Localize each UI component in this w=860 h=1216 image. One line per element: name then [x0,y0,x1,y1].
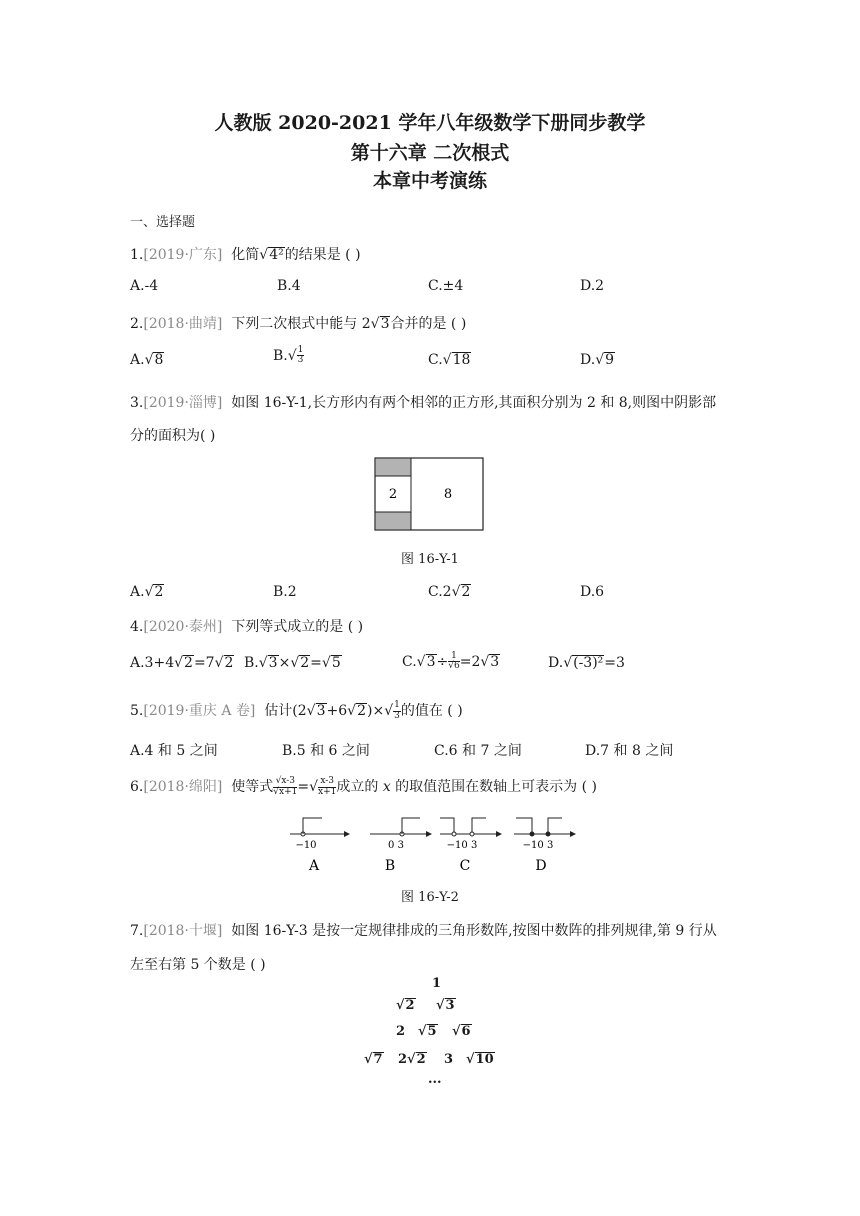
question-source: [2019·广东] [143,247,223,263]
option-d: D.√9 [580,352,615,368]
option-b: B.√ $\frac{1}{3}$ [273,345,304,366]
svg-text:−10 3: −10 3 [522,840,554,851]
svg-text:−10: −10 [295,840,317,851]
question-3 [130,392,716,412]
option-d: D.7 和 8 之间 [585,743,674,759]
question-text: 如图 16-Y-3 是按一定规律排成的三角形数阵,按图中数阵的排列规律,第 9 行从 [231,923,717,939]
section-heading: 一、选择题 [130,215,196,230]
question-text: 化简 [231,247,260,263]
question-number: 7. [130,923,144,939]
option-a: A.3+4√2=7√2 [130,655,234,671]
option-a: A.√8 [130,352,164,368]
figure-caption: 图 16-Y-2 [401,890,459,905]
question-1: 1.[2019·广东] 化简√4²的结果是 ( ) [130,247,361,263]
question-7 [130,920,717,940]
question-3-line-2: 分的面积为( ) [130,428,216,444]
question-text: 下列等式成立的是 ( ) [231,619,364,635]
question-number: 6. [130,779,144,795]
question-source: [2019·重庆 A 卷] [143,703,256,719]
question-source: [2018·十堰] [143,923,223,939]
option-c: C.√3÷ $\frac{1}{√6}$ =2√3 [402,651,500,672]
option-c: C.±4 [428,278,464,294]
big-square-label: 8 [443,487,453,502]
option-d: D.6 [580,584,605,600]
option-b: B.√3×√2=√5 [244,655,341,671]
section-title: 本章中考演练 [372,170,487,192]
number-line-d [514,818,576,874]
number-line-options [282,812,582,876]
figure-caption: 图 16-Y-1 [401,552,459,567]
question-text: 的结果是 ( ) [284,247,361,263]
svg-text:0 3: 0 3 [388,840,404,851]
question-number: 3. [130,395,144,411]
question-number: 4. [130,619,144,635]
question-4 [130,616,363,636]
question-7-line-2: 左至右第 5 个数是 ( ) [130,957,266,973]
question-source: [2020·泰州] [143,619,223,635]
question-number: 5. [130,703,144,719]
option-b: B.2 [273,584,297,600]
question-2: 2.[2018·曲靖] 下列二次根式中能与 2√3合并的是 ( ) [130,316,467,332]
option-a: A.-4 [130,278,159,294]
option-b: B.4 [277,278,301,294]
document-title: 人教版 2020-2021 学年八年级数学下册同步教学 [214,112,646,134]
question-text: 如图 16-Y-1,长方形内有两个相邻的正方形,其面积分别为 2 和 8,则图中阴影部 [231,395,717,411]
option-b: B.5 和 6 之间 [282,743,370,759]
label-c: C [459,858,471,874]
figure-16-y-1 [374,456,486,532]
label-d: D [535,858,547,874]
question-6: 6.[2018·绵阳] 使等式 $\frac{√x-3}{√x+1}$ =√ $\frac{x-3}{x+1}$ 成立的 x 的取值范围在数轴上可表示为 ( ) [130,776,597,797]
question-number: 1. [130,247,144,263]
chapter-title: 第十六章 二次根式 [350,142,510,164]
number-line-a [290,818,350,874]
question-number: 2. [130,316,144,332]
question-source: [2019·淄博] [143,395,223,411]
option-a: A.√2 [130,584,164,600]
question-source: [2018·曲靖] [143,316,223,332]
option-c: C.6 和 7 之间 [434,743,522,759]
label-a: A [308,858,320,874]
number-line-b [370,818,432,874]
option-c: C.√18 [428,352,471,368]
radicand: 3 [380,316,390,332]
option-d: D.√(-3)²=3 [548,655,625,671]
radicand: 4² [269,247,284,263]
option-d: D.2 [580,278,605,294]
small-square-label: 2 [388,487,398,502]
option-c: C.2√2 [428,584,471,600]
option-a: A.4 和 5 之间 [130,743,218,759]
label-b: B [384,858,396,874]
question-source: [2018·绵阳] [143,779,223,795]
svg-text:−10 3: −10 3 [446,840,478,851]
question-5: 5.[2019·重庆 A 卷] 估计(2√3+6√2)×√ $\frac{1}{3}$ 的值在 ( ) [130,700,463,721]
question-text: 下列二次根式中能与 2 [231,316,371,332]
number-line-c [440,818,502,874]
question-text: 合并的是 ( ) [390,316,467,332]
